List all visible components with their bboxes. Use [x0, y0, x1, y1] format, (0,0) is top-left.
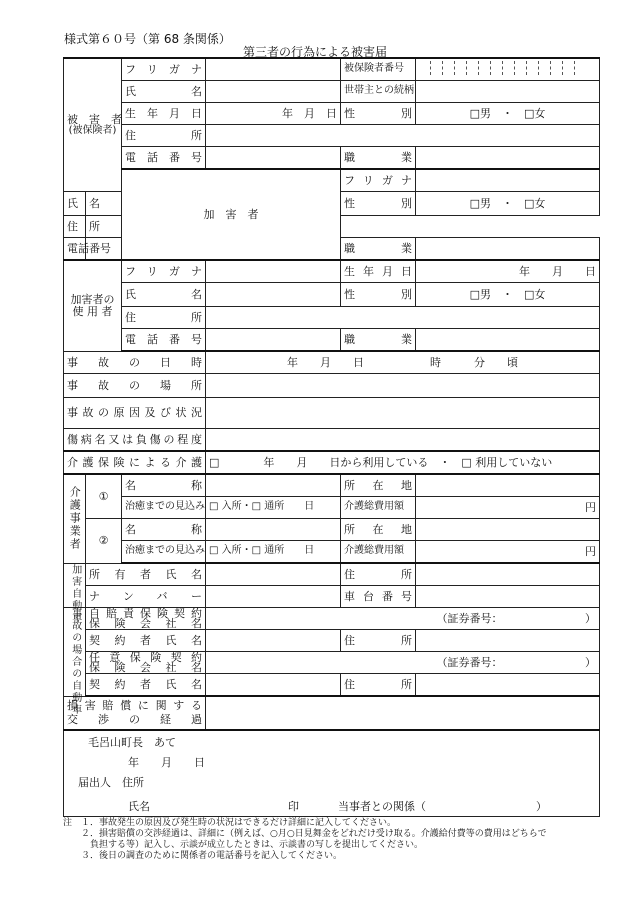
accident-place-label: 事故の場所: [64, 374, 206, 398]
accident-cause-label: 事故の原因及び状況: [64, 398, 206, 429]
negotiation-field[interactable]: [206, 696, 600, 730]
victim-sex-label: 性 別: [341, 103, 416, 125]
note-2: ２．損害賠償の交渉経過は、詳細に（例えば、○月○日見舞金をどれだけ受け取る。介護給付費等の費用はどちらで: [63, 829, 547, 839]
voluntary-address-label: 住 所: [341, 674, 416, 697]
employer-address-field[interactable]: [206, 307, 600, 329]
perpetrator-sex-label: 性 別: [341, 192, 416, 216]
vehicle-owner-field[interactable]: [206, 563, 341, 586]
vehicle-owner-label: 所有者氏名: [86, 563, 206, 586]
accident-vehicle-section-label: 事故の場合の自動車: [64, 608, 86, 697]
negotiation-label: 損害賠償に関する 交渉の経過: [64, 696, 206, 730]
victim-insured-number-label: 被保険者番号: [341, 58, 416, 81]
victim-birth-field[interactable]: 年 月 日: [206, 103, 341, 125]
perpetrator-section-label: 加 害 者: [122, 169, 341, 260]
victim-insured-number-field[interactable]: [416, 58, 600, 81]
perpetrator-furigana-label: フリガナ: [341, 169, 416, 192]
perpetrator-name-label: 氏 名: [64, 192, 86, 216]
provider-1-name-field[interactable]: [206, 474, 341, 497]
provider-2-name-label: 名 称: [122, 519, 206, 541]
victim-phone-label: 電話番号: [122, 147, 206, 170]
victim-furigana-label: フリガナ: [122, 58, 206, 81]
accident-datetime-field[interactable]: 年 月 日 時 分 頃: [206, 351, 600, 374]
employer-section-label: 加害者の 使 用 者: [64, 260, 122, 351]
vehicle-owner-address-field[interactable]: [416, 563, 600, 586]
victim-name-label: 氏 名: [122, 81, 206, 103]
victim-relation-field[interactable]: [416, 81, 600, 103]
employer-birth-field[interactable]: 年 月 日: [416, 260, 600, 283]
form-number: 様式第６０号（第 68 条関係）: [64, 32, 231, 46]
provider-1-outlook-field[interactable]: □ 入所・□ 通所 日: [206, 497, 341, 519]
perpetrator-address-label: 住 所: [64, 216, 86, 238]
victim-phone-field[interactable]: [206, 147, 341, 170]
perpetrator-occupation-label: 職 業: [341, 238, 416, 261]
note-3: ３．後日の調査のために関係者の電話番号を記入してください。: [63, 851, 343, 861]
compulsory-address-field[interactable]: [416, 630, 600, 652]
provider-1-location-label: 所在地: [341, 474, 416, 497]
provider-1-name-label: 名 称: [122, 474, 206, 497]
provider-2-location-field[interactable]: [416, 519, 600, 541]
compulsory-contractor-field[interactable]: [206, 630, 341, 652]
vehicle-chassis-label: 車台番号: [341, 586, 416, 608]
victim-birth-label: 生年月日: [122, 103, 206, 125]
employer-occupation-field[interactable]: [416, 329, 600, 352]
employer-furigana-label: フリガナ: [122, 260, 206, 283]
care-insurance-label: 介護保険による介護: [64, 451, 206, 474]
notifier-name-label: 氏名: [128, 800, 150, 813]
victim-address-label: 住 所: [122, 125, 206, 147]
submission-block: [64, 730, 600, 817]
perpetrator-occupation-field[interactable]: [416, 238, 600, 261]
perpetrator-furigana-field[interactable]: [416, 169, 600, 192]
compulsory-insurer-label: 自賠責保険契約 保険会社名: [86, 608, 206, 630]
victim-occupation-field[interactable]: [416, 147, 600, 170]
voluntary-contractor-field[interactable]: [206, 674, 341, 697]
vehicle-chassis-field[interactable]: [416, 586, 600, 608]
compulsory-certificate-field[interactable]: （証券番号： ）: [206, 608, 600, 630]
provider-1-number: ①: [86, 474, 122, 519]
victim-relation-label: 世帯主との続柄: [341, 81, 416, 103]
voluntary-contractor-label: 契約者氏名: [86, 674, 206, 697]
provider-2-number: ②: [86, 519, 122, 564]
care-insurance-field[interactable]: □ 年 月 日から利用している ・ □ 利用していない: [206, 451, 600, 474]
perpetrator-sex-field[interactable]: □男 ・ □女: [416, 192, 600, 216]
employer-furigana-field[interactable]: [206, 260, 341, 283]
employer-address-label: 住 所: [122, 307, 206, 329]
submission-date[interactable]: 年 月 日: [128, 756, 205, 769]
employer-sex-label: 性 別: [341, 283, 416, 307]
provider-1-location-field[interactable]: [416, 474, 600, 497]
employer-birth-label: 生年月日: [341, 260, 416, 283]
voluntary-address-field[interactable]: [416, 674, 600, 697]
employer-sex-field[interactable]: □男 ・ □女: [416, 283, 600, 307]
victim-sex-field[interactable]: □男 ・ □女: [416, 103, 600, 125]
victim-address-field[interactable]: [206, 125, 600, 147]
provider-2-outlook-label: 治癒までの見込み: [122, 541, 206, 564]
note-1: 注 １．事故発生の原因及び発生時の状況はできるだけ詳細に記入してください。: [63, 818, 397, 828]
provider-2-location-label: 所在地: [341, 519, 416, 541]
provider-2-outlook-field[interactable]: □ 入所・□ 通所 日: [206, 541, 341, 564]
employer-phone-field[interactable]: [206, 329, 341, 352]
relation-field[interactable]: 当事者との関係（ ）: [338, 800, 547, 813]
seal-mark: 印: [288, 800, 299, 813]
perpetrator-phone-label: 電話番号: [64, 238, 86, 261]
voluntary-certificate-field[interactable]: （証券番号： ）: [206, 652, 600, 674]
victim-furigana-field[interactable]: [206, 58, 341, 81]
provider-1-outlook-label: 治癒までの見込み: [122, 497, 206, 519]
voluntary-insurer-label: 任意保険契約 保険会社名: [86, 652, 206, 674]
care-provider-section-label: 介護事業者: [64, 474, 86, 563]
injury-label: 傷病名又は負傷の程度: [64, 429, 206, 452]
damage-report-form: [63, 57, 600, 817]
employer-name-field[interactable]: [206, 283, 341, 307]
vehicle-owner-address-label: 住 所: [341, 563, 416, 586]
addressee: 毛呂山町長 あて: [88, 736, 176, 749]
accident-place-field[interactable]: [206, 374, 600, 398]
accident-datetime-label: 事故の日時: [64, 351, 206, 374]
compulsory-contractor-label: 契約者氏名: [86, 630, 206, 652]
employer-occupation-label: 職 業: [341, 329, 416, 352]
vehicle-section-label: 加害自動車: [64, 563, 86, 608]
employer-phone-label: 電話番号: [122, 329, 206, 352]
provider-2-cost-field[interactable]: 円: [416, 541, 600, 564]
victim-occupation-label: 職 業: [341, 147, 416, 170]
victim-name-field[interactable]: [206, 81, 341, 103]
victim-section-label: 被 害 者 (被保険者): [64, 58, 122, 192]
notes: [63, 818, 603, 862]
provider-2-name-field[interactable]: [206, 519, 341, 541]
injury-field[interactable]: [206, 429, 600, 452]
provider-2-cost-label: 介護総費用額: [341, 541, 416, 564]
note-2-cont: 負担する等）記入し、示談が成立したときは、示談書の写しを提出してください。: [63, 840, 424, 850]
form-title: 第三者の行為による被害届: [242, 45, 387, 59]
vehicle-number-field[interactable]: [206, 586, 341, 608]
provider-1-cost-label: 介護総費用額: [341, 497, 416, 519]
accident-cause-field[interactable]: [206, 398, 600, 429]
notifier-address[interactable]: 届出人 住所: [78, 776, 144, 789]
employer-name-label: 氏 名: [122, 283, 206, 307]
provider-1-cost-field[interactable]: 円: [416, 497, 600, 519]
compulsory-address-label: 住 所: [341, 630, 416, 652]
vehicle-number-label: ナンバー: [86, 586, 206, 608]
